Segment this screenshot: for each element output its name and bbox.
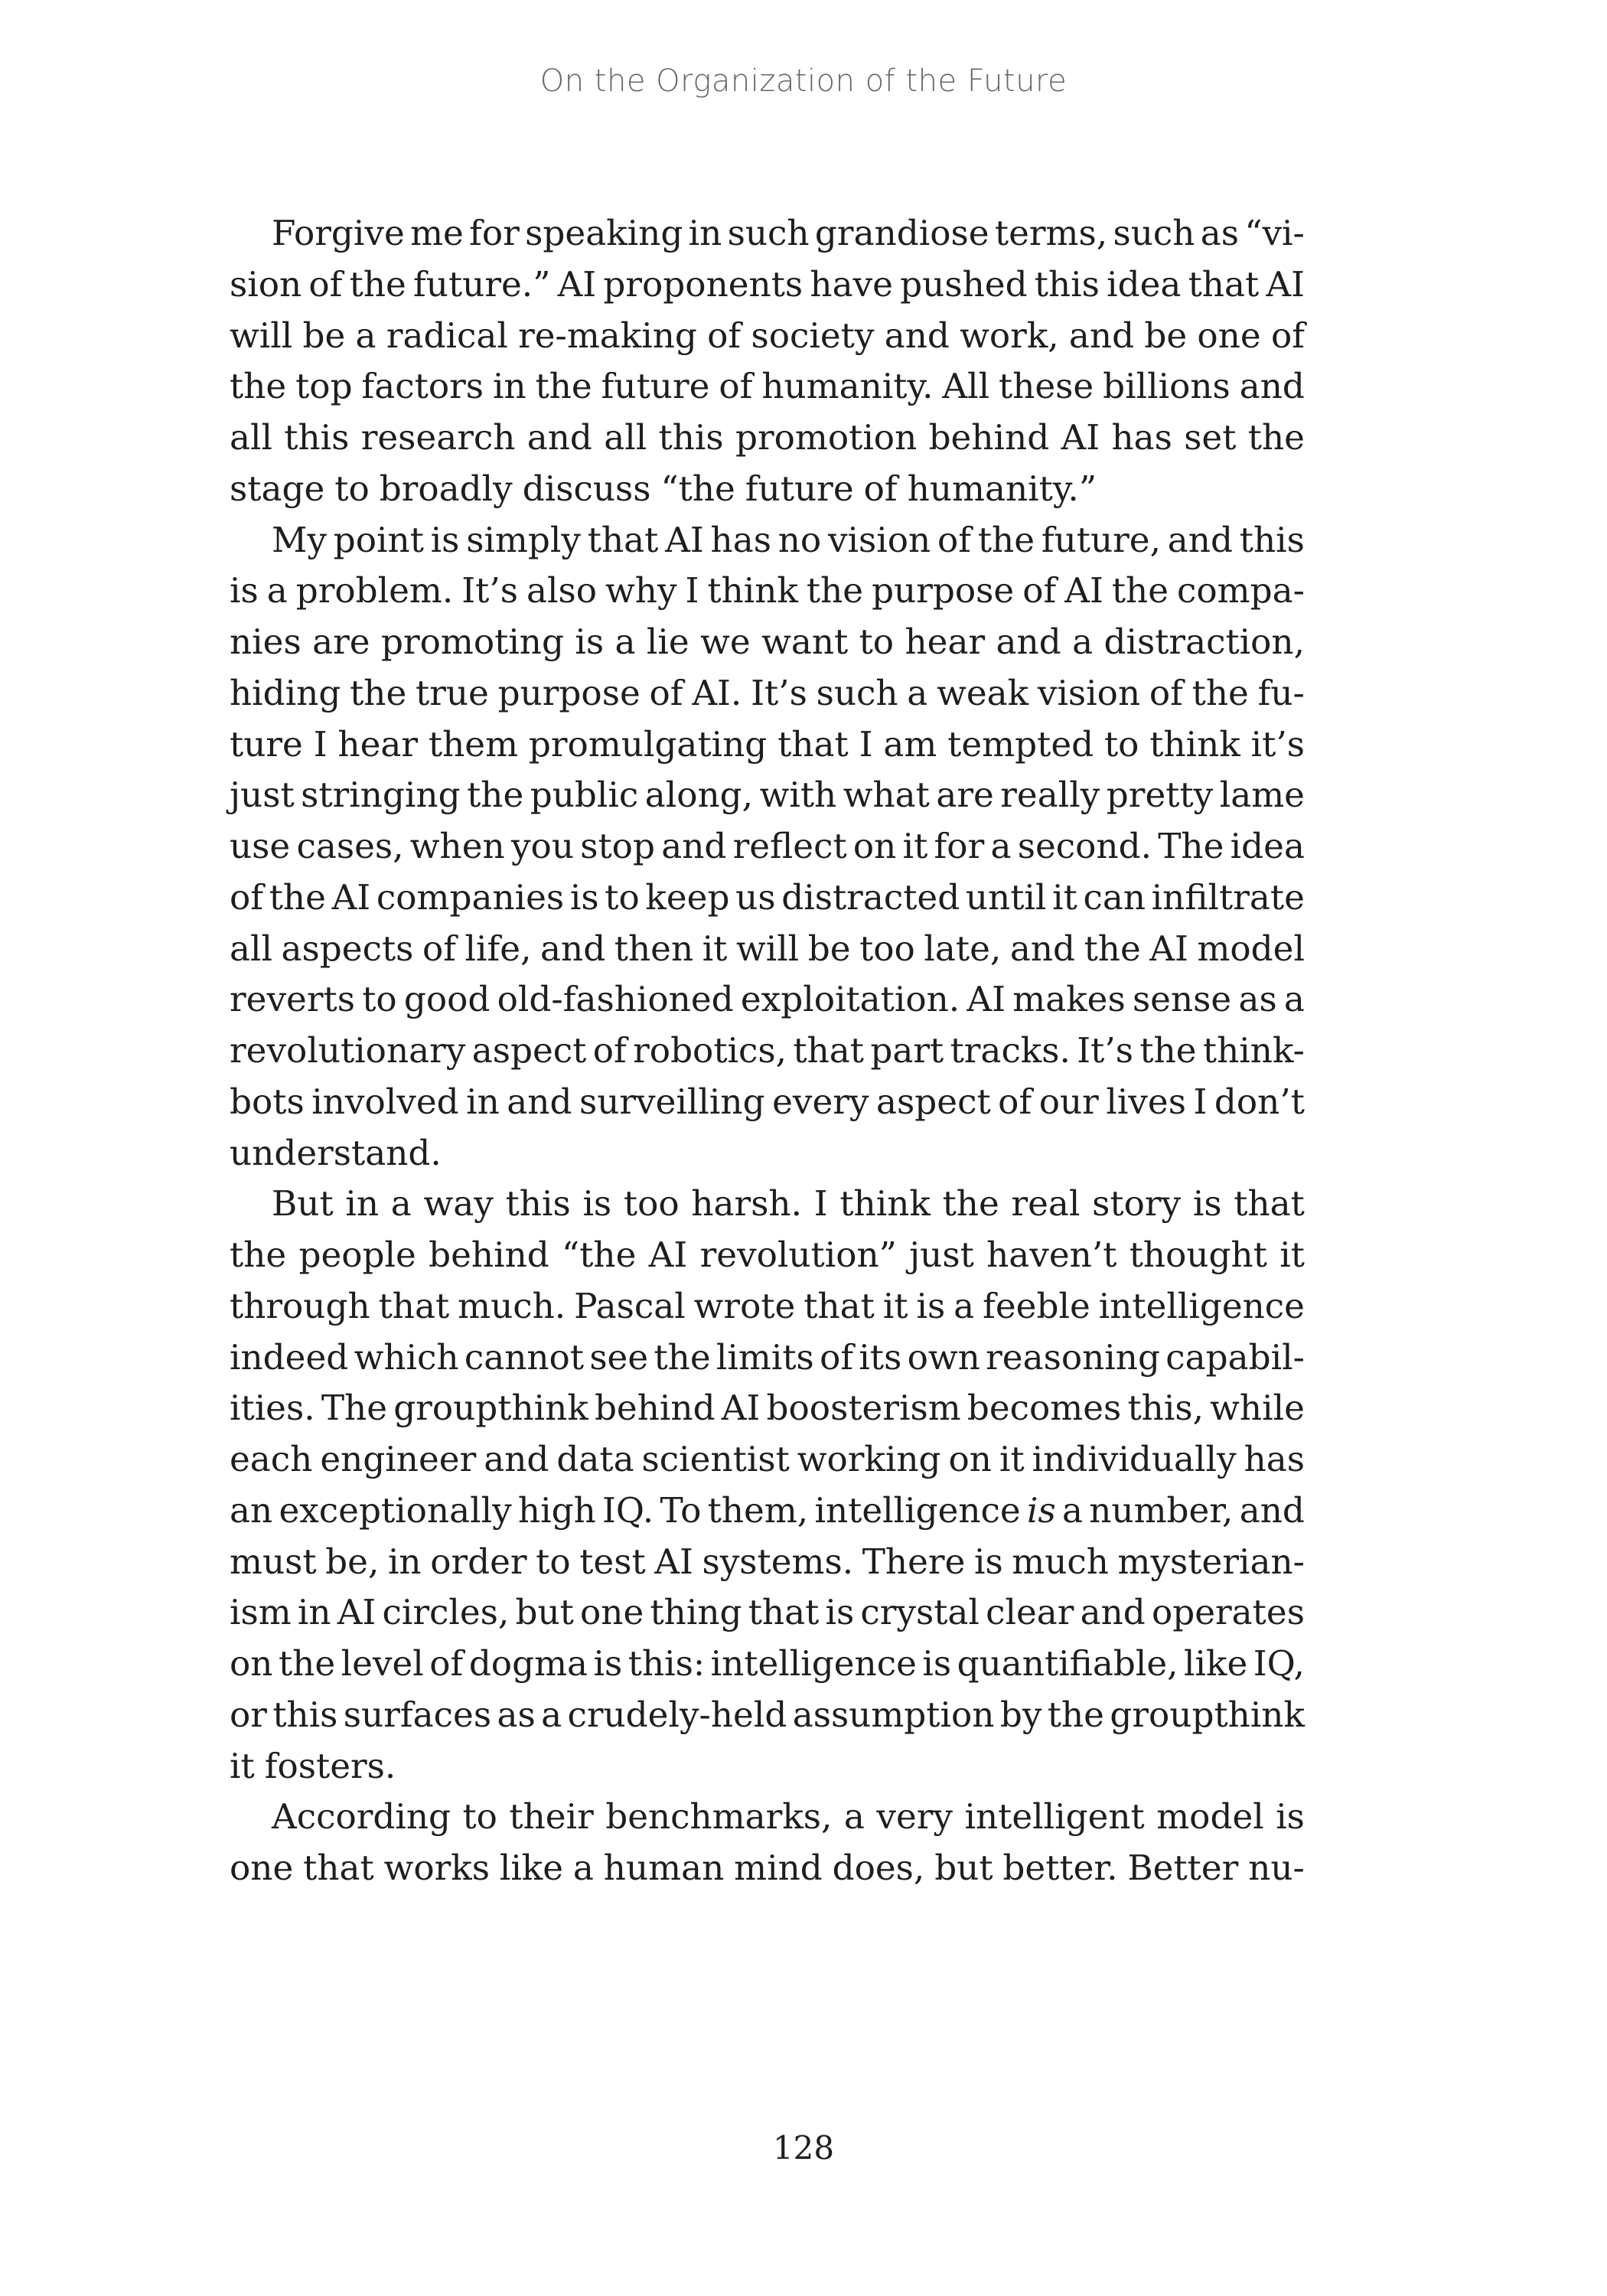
text-line: must be, in order to test AI systems. There is much mysterian-	[230, 1541, 1305, 1582]
running-head: On the Organization of the Future	[539, 64, 1068, 99]
text-line: it fosters.	[230, 1745, 396, 1786]
text-line: or this surfaces as a crudely-held assumption by the groupthink	[230, 1694, 1305, 1735]
text-line: use cases, when you stop and reflect on it for a second. The idea	[230, 826, 1305, 866]
text-line: bots involved in and surveilling every aspect of our lives I don’t	[230, 1081, 1305, 1122]
text-line: ities. The groupthink behind AI boosterism becomes this, while	[230, 1388, 1305, 1429]
body-text	[230, 208, 1305, 1894]
text-line: all aspects of life, and then it will be too late, and the AI model	[230, 928, 1305, 969]
text-line: But in a way this is too harsh. I think the real story is that	[272, 1183, 1305, 1225]
text-line: each engineer and data scientist working on it individually has	[230, 1439, 1305, 1479]
text-line: of the AI companies is to keep us distracted until it can infiltrate	[230, 876, 1305, 918]
text-line: the top factors in the future of humanity. All these billions and	[230, 366, 1305, 407]
text-line: According to their benchmarks, a very intelligent model is	[272, 1796, 1305, 1838]
text-line: understand.	[230, 1132, 442, 1173]
text-line: indeed which cannot see the limits of its own reasoning capabil-	[230, 1336, 1305, 1378]
text-line: on the level of dogma is this: intelligence is quantifiable, like IQ,	[230, 1643, 1305, 1684]
text-line: revolutionary aspect of robotics, that part tracks. It’s the think-	[230, 1030, 1305, 1071]
text-line: will be a radical re-making of society and work, and be one of	[230, 315, 1305, 356]
text-line: hiding the true purpose of AI. It’s such a weak vision of the fu-	[230, 672, 1305, 713]
text-line: sion of the future.” AI proponents have pushed this idea that AI	[230, 263, 1305, 305]
text-line: reverts to good old-fashioned exploitation. AI makes sense as a	[230, 979, 1305, 1020]
text-line: through that much. Pascal wrote that it is a feeble intelligence	[230, 1285, 1305, 1326]
text-line: nies are promoting is a lie we want to hear and a distraction,	[230, 621, 1305, 662]
text-line: Forgive me for speaking in such grandiose terms, such as “vi-	[272, 213, 1305, 253]
text-line: ism in AI circles, but one thing that is crystal clear and operates	[230, 1592, 1305, 1633]
text-line: one that works like a human mind does, but better. Better nu-	[230, 1848, 1305, 1888]
text-line: ture I hear them promulgating that I am tempted to think it’s	[230, 723, 1305, 765]
text-line: an exceptionally high IQ. To them, intelligence is a number, and	[230, 1489, 1305, 1531]
page-number: 128	[772, 2129, 835, 2167]
text-line: My point is simply that AI has no vision of the future, and this	[272, 519, 1305, 560]
text-line: all this research and all this promotion behind AI has set the	[230, 417, 1305, 458]
text-line: just stringing the public along, with what are really pretty lame	[230, 775, 1305, 816]
text-line: is a problem. It’s also why I think the purpose of AI the compa-	[230, 570, 1305, 612]
text-line: the people behind “the AI revolution” just haven’t thought it	[230, 1234, 1305, 1275]
text-line: stage to broadly discuss “the future of humanity.”	[230, 468, 1097, 509]
